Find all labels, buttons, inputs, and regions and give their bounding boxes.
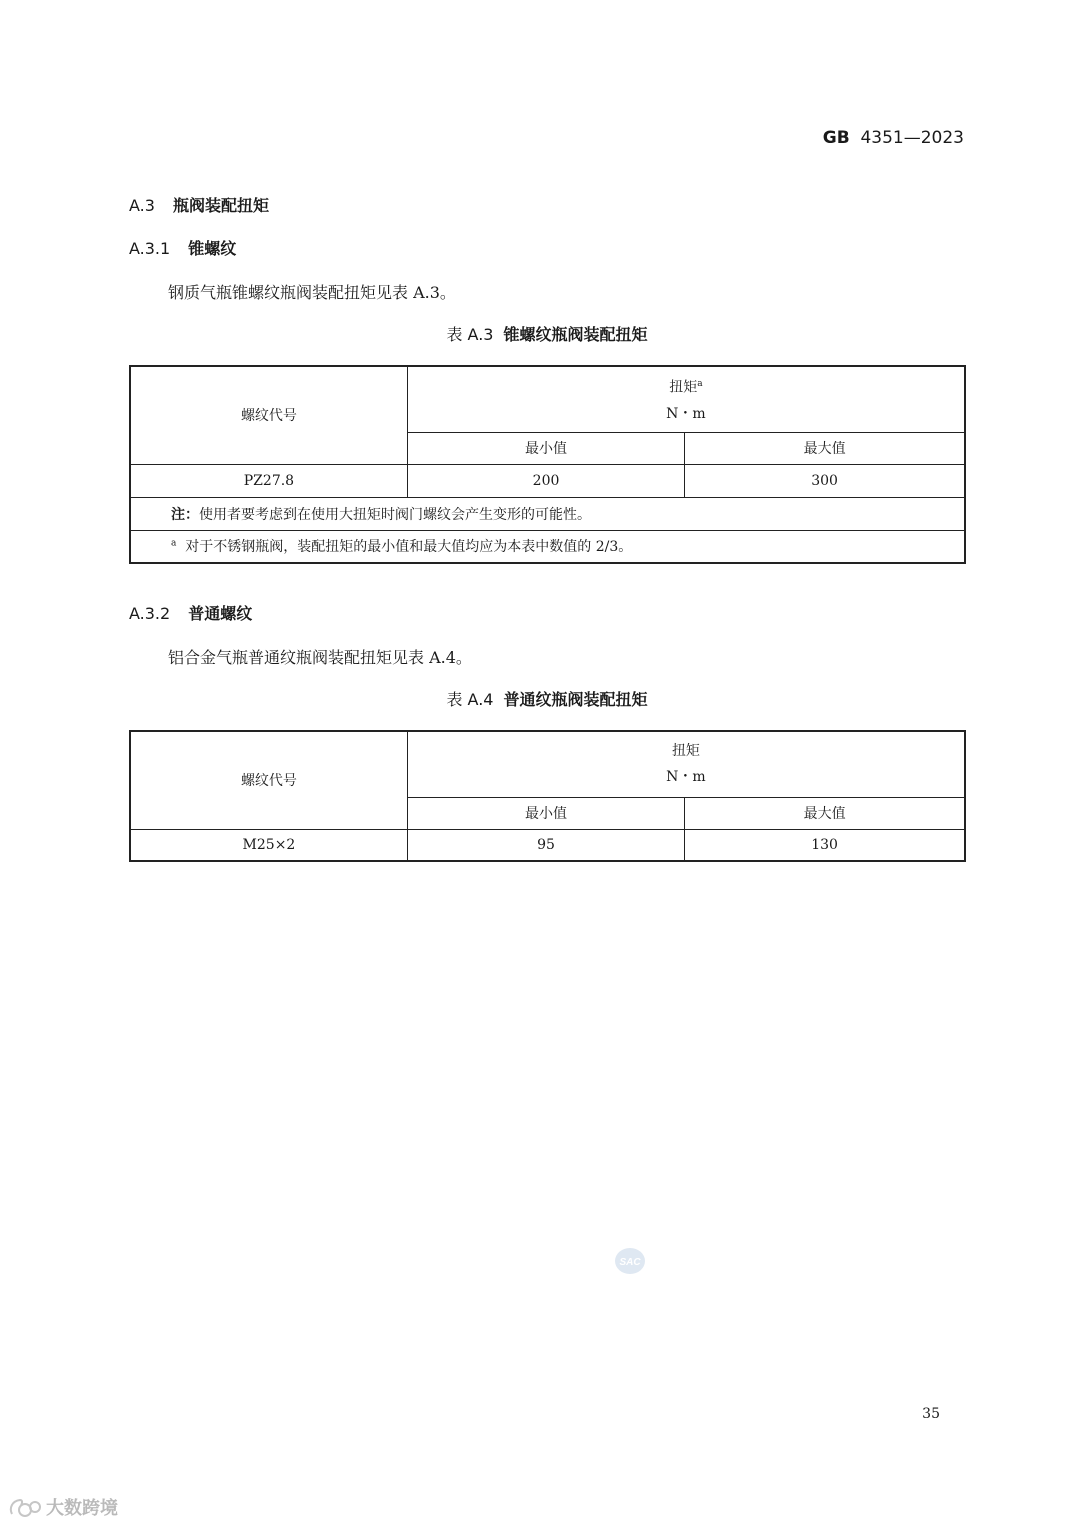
watermark-text: SAC	[619, 1257, 641, 1268]
paragraph-a32: 铝合金气瓶普通纹瓶阀装配扭矩见表 A.4。	[168, 648, 472, 667]
caption-number: 表 A.4	[446, 690, 494, 709]
cell-thread: PZ27.8	[130, 464, 407, 497]
table-caption-a4	[0, 687, 1080, 710]
section-heading-a3	[129, 193, 269, 216]
section-number: A.3	[129, 196, 155, 215]
paragraph-a31: 钢质气瓶锥螺纹瓶阀装配扭矩见表 A.3。	[168, 283, 456, 302]
caption-number: 表 A.3	[446, 325, 494, 344]
section-title: 锥螺纹	[188, 239, 237, 258]
caption-title: 普通纹瓶阀装配扭矩	[503, 690, 648, 709]
section-title: 瓶阀装配扭矩	[172, 196, 269, 215]
doc-number: 4351—2023	[860, 128, 964, 148]
torque-label: 扭矩	[671, 743, 700, 760]
table-note	[130, 497, 965, 530]
footnote-mark: a	[697, 379, 703, 390]
table-a4	[129, 730, 966, 862]
table-caption-a3	[0, 322, 1080, 345]
header-thread-code: 螺纹代号	[130, 731, 407, 829]
section-heading-a32	[129, 601, 252, 624]
footnote-text: 对于不锈钢瓶阀，装配扭矩的最小值和最大值均应为本表中数值的 2/3。	[185, 539, 633, 556]
header-min: 最小值	[407, 797, 684, 829]
cell-max: 300	[685, 464, 965, 497]
header-min: 最小值	[407, 432, 684, 464]
header-thread-code: 螺纹代号	[130, 366, 407, 464]
header-max: 最大值	[685, 432, 965, 464]
section-title: 普通螺纹	[188, 604, 253, 623]
torque-label: 扭矩	[669, 380, 698, 397]
cell-thread: M25×2	[130, 829, 407, 861]
table-row	[130, 829, 965, 861]
header-torque	[407, 731, 965, 797]
doc-prefix: GB	[822, 128, 850, 148]
caption-title: 锥螺纹瓶阀装配扭矩	[503, 325, 648, 344]
footer-brand-text: 大数跨境	[46, 1498, 118, 1519]
section-heading-a31	[129, 236, 236, 259]
section-number: A.3.1	[129, 239, 171, 258]
torque-unit: N・m	[666, 769, 706, 786]
footer-brand	[8, 1494, 118, 1520]
cell-max: 130	[685, 829, 965, 861]
note-label: 注：	[171, 506, 199, 523]
weibo-like-icon	[8, 1495, 42, 1519]
torque-unit: N・m	[666, 406, 706, 423]
header-max: 最大值	[685, 797, 965, 829]
table-row	[130, 464, 965, 497]
document-code	[823, 128, 964, 148]
footnote-mark: a	[171, 538, 177, 549]
section-number: A.3.2	[129, 604, 171, 623]
page-number: 35	[922, 1406, 940, 1422]
table-footnote	[130, 530, 965, 563]
table-a3	[129, 365, 966, 564]
cell-min: 200	[407, 464, 684, 497]
cell-min: 95	[407, 829, 684, 861]
sac-watermark-logo	[614, 1247, 646, 1275]
note-text: 使用者要考虑到在使用大扭矩时阀门螺纹会产生变形的可能性。	[199, 506, 591, 523]
header-torque	[407, 366, 965, 432]
